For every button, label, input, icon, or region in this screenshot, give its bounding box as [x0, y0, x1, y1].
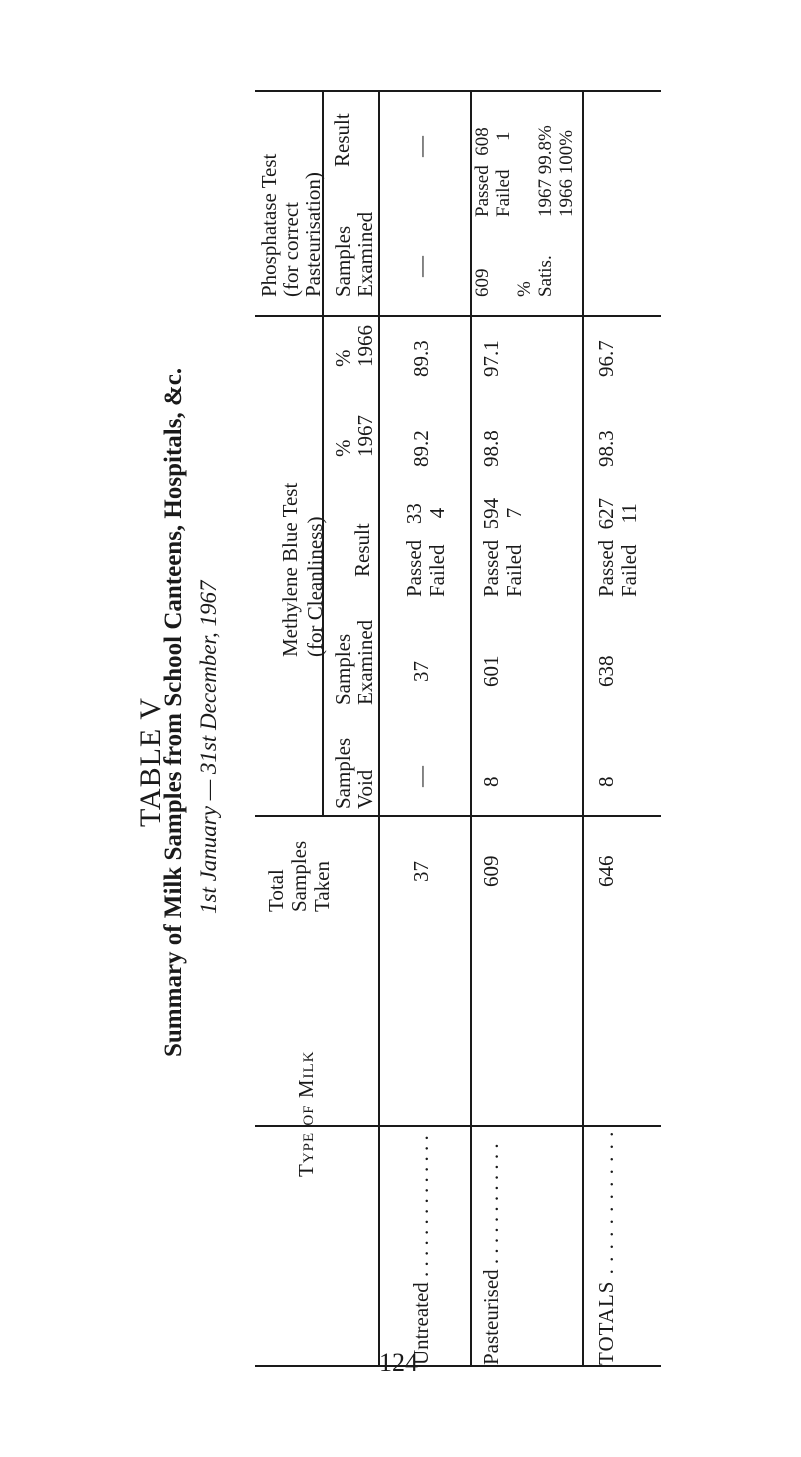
- divider-mb-ph: [255, 315, 661, 317]
- row-pasteurised-pct1967: 98.8: [479, 430, 503, 467]
- row-totals-examined: 638: [594, 655, 618, 687]
- row-untreated-examined: 37: [409, 661, 433, 682]
- ph-examined-header: Samples Examined: [331, 211, 377, 297]
- row-divider: [582, 90, 584, 1367]
- ph-group-header: Phosphatase Test (for correct Pasteurisation): [257, 153, 325, 297]
- table-right-border: [255, 90, 661, 92]
- table-number: TABLE V: [134, 697, 167, 827]
- row-pasteurised-type: Pasteurised . . . . . . . . . . . .: [479, 1143, 503, 1365]
- row-untreated-ph-result: —: [409, 136, 433, 157]
- row-untreated-result: Passed 33 Failed 4: [402, 503, 449, 597]
- col-type-header: Type of Milk: [294, 1050, 318, 1177]
- row-pasteurised-void: 8: [479, 776, 503, 787]
- row-totals-void: 8: [594, 776, 618, 787]
- mb-pct1966-header: % 1966: [331, 325, 377, 367]
- row-totals-pct1967: 98.3: [594, 430, 618, 467]
- row-pasteurised-ph-result: Passed 608 Failed 1 1967 99.8% 1966 100%: [472, 125, 577, 217]
- row-pasteurised-ph-examined: 609 % Satis.: [472, 255, 556, 297]
- row-pasteurised-result: Passed 594 Failed 7: [479, 497, 526, 597]
- mb-void-header: Samples Void: [331, 737, 377, 809]
- table-title: Summary of Milk Samples from School Canteens, Hospitals, &c.: [160, 367, 187, 1057]
- row-pasteurised-total: 609: [479, 855, 503, 887]
- row-untreated-type: Untreated . . . . . . . . . . . . . .: [409, 1135, 433, 1365]
- col-total-header: Total Samples Taken: [264, 840, 334, 912]
- row-untreated-ph-examined: —: [409, 256, 433, 277]
- table-period: 1st January — 31st December, 1967: [196, 580, 221, 914]
- mb-group-header: Methylene Blue Test (for Cleanliness): [278, 482, 327, 657]
- divider-total-mb: [255, 815, 661, 817]
- header-divider: [378, 90, 380, 1367]
- row-totals-result: Passed 627 Failed 11: [594, 497, 641, 597]
- mb-result-header: Result: [350, 523, 374, 577]
- row-pasteurised-pct1966: 97.1: [479, 340, 503, 377]
- row-untreated-void: —: [409, 766, 433, 787]
- row-pasteurised-examined: 601: [479, 655, 503, 687]
- ph-result-header: Result: [330, 113, 354, 167]
- row-untreated-pct1966: 89.3: [409, 340, 433, 377]
- row-totals-type: TOTALS . . . . . . . . . . . .: [594, 1130, 618, 1365]
- mb-pct1967-header: % 1967: [331, 415, 377, 457]
- row-totals-pct1966: 96.7: [594, 340, 618, 377]
- table-left-border: [255, 1365, 661, 1367]
- page-number: 124: [379, 1348, 418, 1377]
- row-untreated-total: 37: [409, 861, 433, 882]
- mb-examined-header: Samples Examined: [331, 619, 377, 705]
- row-totals-total: 646: [594, 855, 618, 887]
- row-untreated-pct1967: 89.2: [409, 430, 433, 467]
